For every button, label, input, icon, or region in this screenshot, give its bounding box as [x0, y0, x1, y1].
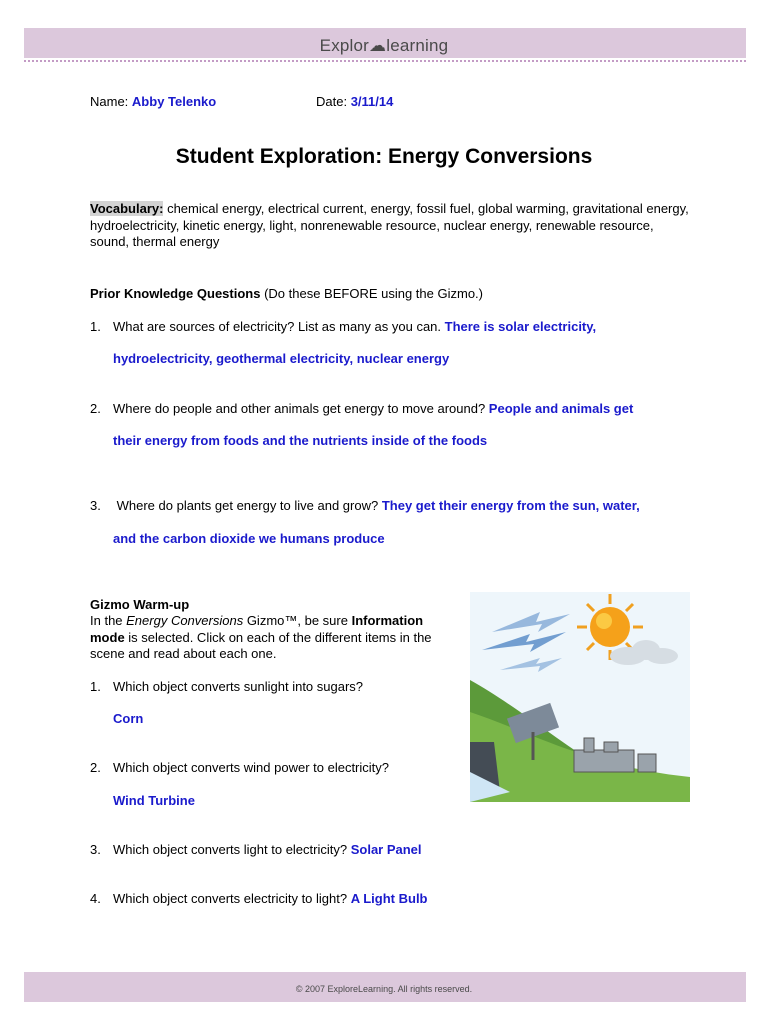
intro-bold-mode: mode	[90, 629, 125, 645]
question-text: Which object converts electricity to light?	[113, 891, 351, 906]
question-text: Which object converts wind power to electricity?	[113, 760, 390, 775]
question-number: 1.	[90, 319, 101, 334]
question-number: 2.	[90, 760, 101, 775]
prior-knowledge-heading	[90, 286, 483, 302]
prior-heading-bold: Prior Knowledge Questions	[90, 286, 261, 301]
warmup-answer-1: Corn	[113, 711, 144, 726]
intro-text-d: scene and read about each one.	[90, 646, 277, 661]
energy-scene-illustration	[470, 592, 690, 802]
warmup-answer-2: Wind Turbine	[113, 793, 195, 808]
prior-answer-2-line2: their energy from foods and the nutrients inside of the foods	[113, 433, 488, 448]
answer-text: Solar Panel	[350, 842, 422, 857]
answer-text: People and animals get	[488, 401, 634, 416]
name-label: Name:	[90, 94, 129, 109]
answer-text: There is solar electricity,	[444, 319, 597, 334]
prior-question-2	[90, 401, 690, 417]
warmup-question-3	[90, 842, 422, 858]
answer-text: A Light Bulb	[350, 891, 428, 906]
question-text: What are sources of electricity? List as many as you can.	[113, 319, 445, 334]
date-value: 3/11/14	[350, 94, 394, 109]
prior-heading-note: (Do these BEFORE using the Gizmo.)	[260, 286, 483, 301]
question-number: 2.	[90, 401, 101, 416]
prior-answer-3-line2: and the carbon dioxide we humans produce	[113, 531, 385, 546]
intro-text-c: is selected. Click on each of the different items in the	[124, 629, 432, 645]
question-number: 3.	[90, 498, 101, 513]
intro-bold-information: Information	[351, 613, 424, 628]
header-divider	[24, 60, 746, 62]
page-title: Student Exploration: Energy Conversions	[175, 145, 593, 168]
warmup-heading: Gizmo Warm-up	[90, 597, 190, 612]
warmup-question-2	[90, 760, 389, 776]
prior-question-1	[90, 319, 690, 335]
question-text: Which object converts light to electricity?	[113, 842, 351, 857]
warmup-intro	[90, 613, 460, 663]
intro-text-a: In the	[90, 613, 127, 628]
intro-gizmo-name: Energy Conversions	[126, 613, 244, 628]
copyright-text: © 2007 ExploreLearning. All rights reserved.	[295, 984, 473, 994]
vocabulary-block	[90, 201, 690, 251]
brand-logo: Explor☁learning	[319, 36, 449, 55]
name-value: Abby Telenko	[131, 94, 217, 109]
name-line	[90, 94, 216, 110]
prior-answer-1-line2: hydroelectricity, geothermal electricity, nuclear energy	[113, 351, 450, 366]
question-number: 4.	[90, 891, 101, 906]
question-number: 1.	[90, 679, 101, 694]
date-line	[316, 94, 393, 110]
question-text: Which object converts sunlight into sugars?	[113, 679, 364, 694]
prior-question-3	[90, 498, 700, 514]
question-number: 3.	[90, 842, 101, 857]
warmup-question-1	[90, 679, 363, 695]
vocabulary-text: chemical energy, electrical current, energy, fossil fuel, global warming, gravitational energy, hydroelectricity, kinetic energy, light, nonrenewable resource, nuclear energy, renewable resource, sound, thermal energy	[90, 201, 689, 249]
date-label: Date:	[316, 94, 348, 109]
answer-text: They get their energy from the sun, water,	[381, 498, 640, 513]
question-text: Where do people and other animals get energy to move around?	[113, 401, 489, 416]
intro-text-b: Gizmo™, be sure	[243, 613, 352, 628]
question-text: Where do plants get energy to live and grow?	[113, 498, 382, 513]
vocabulary-label: Vocabulary:	[90, 201, 164, 216]
warmup-question-4	[90, 891, 428, 907]
